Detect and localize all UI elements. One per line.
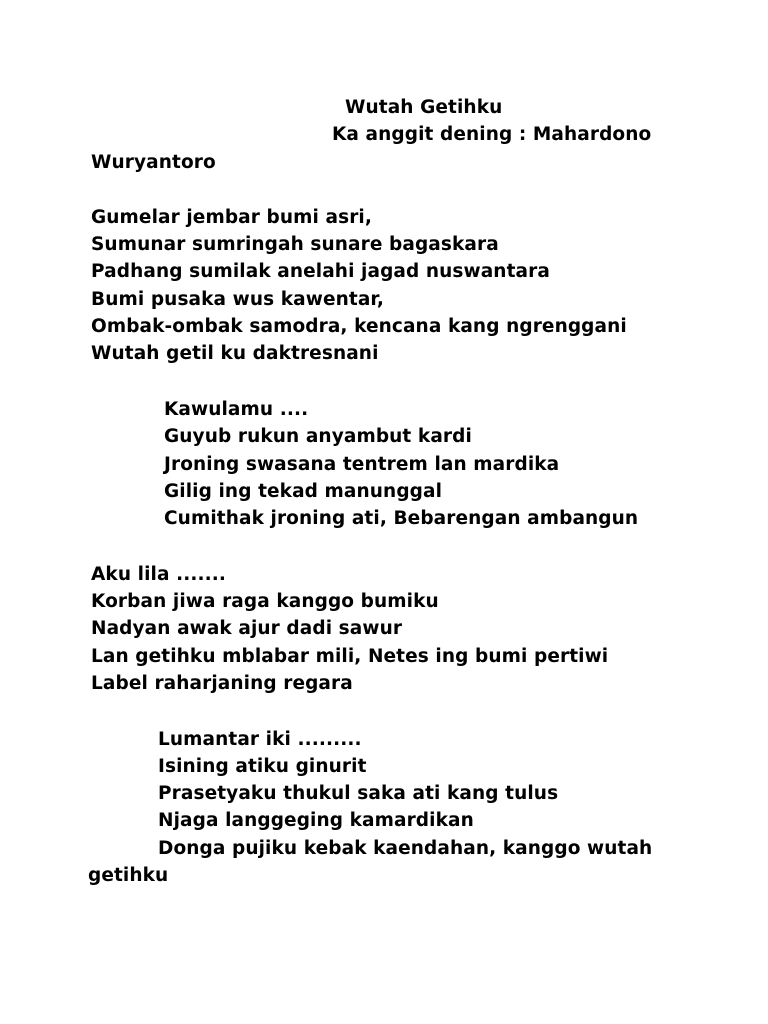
stanza-2-line: Kawulamu .... [164, 399, 309, 420]
stanza-2-line: Cumithak jroning ati, Bebarengan ambangun [164, 508, 639, 529]
stanza-3-line: Aku lila ....... [91, 564, 226, 585]
author-line: Ka anggit dening : Mahardono [332, 124, 652, 145]
stanza-2-line: Jroning swasana tentrem lan mardika [164, 454, 560, 475]
stanza-3-line: Lan getihku mblabar mili, Netes ing bumi pertiwi [91, 646, 609, 667]
author-line-continued: Wuryantoro [91, 152, 216, 173]
stanza-1-line: Bumi pusaka wus kawentar, [91, 289, 385, 310]
poem-title: Wutah Getihku [345, 97, 503, 118]
stanza-1-line: Padhang sumilak anelahi jagad nuswantara [91, 261, 550, 282]
stanza-1-line: Sumunar sumringah sunare bagaskara [91, 234, 499, 255]
stanza-4-line: Lumantar iki ......... [158, 729, 362, 750]
stanza-2-line: Gilig ing tekad manunggal [164, 481, 443, 502]
stanza-4-line: getihku [88, 865, 169, 886]
stanza-4-line: Isining atiku ginurit [158, 756, 367, 777]
stanza-4-line: Donga pujiku kebak kaendahan, kanggo wutah [158, 838, 653, 859]
stanza-4-line: Prasetyaku thukul saka ati kang tulus [158, 783, 559, 804]
stanza-1-line: Gumelar jembar bumi asri, [91, 207, 372, 228]
stanza-3-line: Korban jiwa raga kanggo bumiku [91, 591, 439, 612]
stanza-1-line: Wutah getil ku daktresnani [91, 343, 379, 364]
stanza-3-line: Nadyan awak ajur dadi sawur [91, 618, 403, 639]
stanza-2-line: Guyub rukun anyambut kardi [164, 426, 472, 447]
stanza-4-line: Njaga langgeging kamardikan [158, 810, 474, 831]
stanza-3-line: Label raharjaning regara [91, 673, 353, 694]
stanza-1-line: Ombak-ombak samodra, kencana kang ngrenggani [91, 316, 627, 337]
